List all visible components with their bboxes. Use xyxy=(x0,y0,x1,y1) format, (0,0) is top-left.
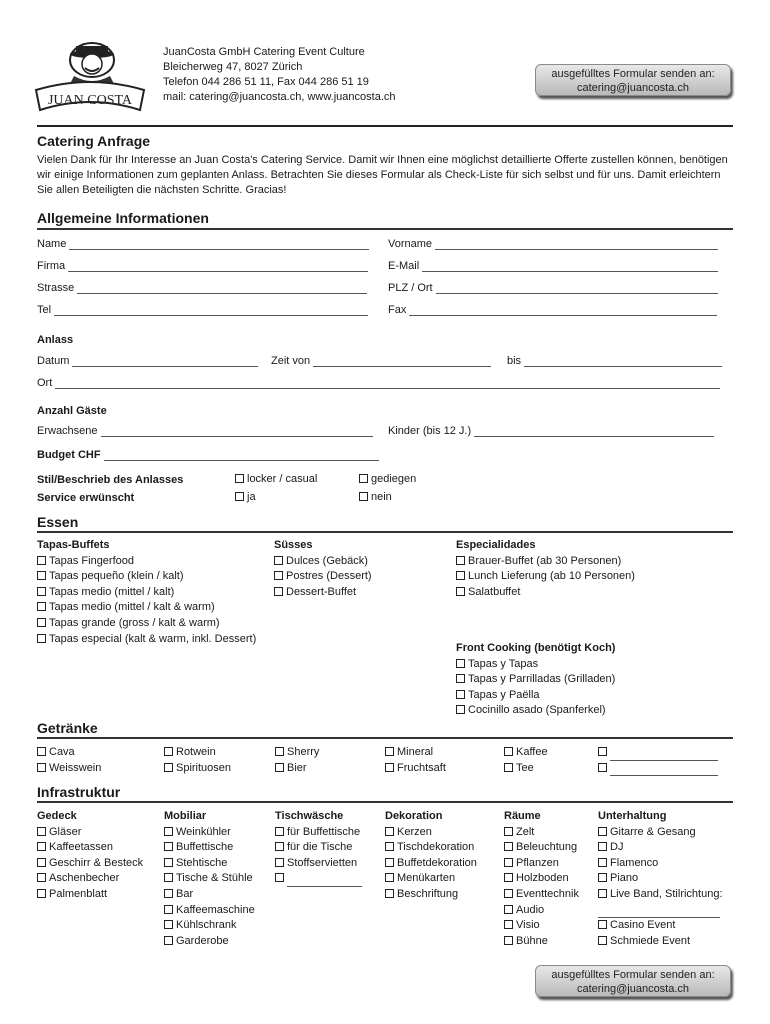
especial-option[interactable] xyxy=(456,585,635,601)
company-info xyxy=(163,45,396,105)
unterhaltung-heading: Unterhaltung xyxy=(598,810,667,822)
datum-label: Datum xyxy=(37,355,70,367)
infra-option[interactable] xyxy=(37,871,143,887)
option-label: Bar xyxy=(176,887,194,900)
stil-gediegen-checkbox[interactable] xyxy=(359,472,416,488)
infra-option[interactable] xyxy=(164,840,255,856)
option-label: Lunch Lieferung (ab 10 Personen) xyxy=(468,570,635,583)
infra-option[interactable] xyxy=(164,903,255,919)
option-label: Tapas medio (mittel / kalt & warm) xyxy=(49,601,215,614)
drink-option[interactable] xyxy=(37,745,101,761)
infra-option[interactable] xyxy=(598,840,723,856)
infra-option[interactable] xyxy=(385,856,477,872)
especial-option[interactable] xyxy=(456,554,635,570)
send-button-email: catering@juancosta.ch xyxy=(576,983,690,995)
dekoration-column xyxy=(385,809,477,903)
option-label: Geschirr & Besteck xyxy=(49,856,144,869)
option-label: Buffettische xyxy=(176,841,234,854)
getraenke-col4 xyxy=(385,745,446,776)
custom-drink-option[interactable] xyxy=(598,761,718,777)
option-label: Stehtische xyxy=(176,856,228,869)
drink-option[interactable] xyxy=(164,745,231,761)
option-label: Tee xyxy=(516,761,534,774)
infra-option[interactable] xyxy=(598,825,723,841)
tapas-option[interactable] xyxy=(37,632,256,648)
option-label: Kühlschrank xyxy=(176,919,237,932)
drink-option[interactable] xyxy=(275,745,319,761)
infra-option[interactable] xyxy=(598,918,723,934)
option-label: Tische & Stühle xyxy=(176,872,253,885)
tapas-option[interactable] xyxy=(37,600,256,616)
raeume-heading: Räume xyxy=(504,810,541,822)
section-divider xyxy=(37,228,733,230)
option-label: Kaffeemaschine xyxy=(176,903,255,916)
front-option[interactable] xyxy=(456,688,615,704)
infra-option[interactable] xyxy=(504,903,579,919)
suesses-option[interactable] xyxy=(274,585,372,601)
suesses-column xyxy=(274,538,372,600)
send-form-button-bottom[interactable] xyxy=(535,965,731,997)
option-label: Piano xyxy=(610,872,639,885)
option-label: Flamenco xyxy=(610,856,659,869)
anlass-heading: Anlass xyxy=(37,334,74,346)
option-label: Gitarre & Gesang xyxy=(610,825,696,838)
section-infrastruktur: Infrastruktur xyxy=(37,784,121,800)
option-label: Rotwein xyxy=(176,746,216,758)
option-label: Postres (Dessert) xyxy=(286,570,372,583)
gedeck-heading: Gedeck xyxy=(37,810,77,822)
mobiliar-column xyxy=(164,809,255,949)
service-nein-label: nein xyxy=(371,491,392,503)
zeit-von-label: Zeit von xyxy=(271,355,311,367)
juan-costa-logo xyxy=(30,38,150,118)
option-label: Beleuchtung xyxy=(516,841,578,854)
option-label: Tapas Fingerfood xyxy=(49,554,134,567)
infra-option[interactable] xyxy=(504,934,579,950)
budget-label: Budget CHF xyxy=(37,449,101,461)
option-label: für Buffettische xyxy=(287,825,361,838)
drink-option[interactable] xyxy=(504,761,548,777)
tischwaesche-column xyxy=(275,809,362,887)
send-form-button-top[interactable] xyxy=(535,64,731,96)
option-label: Salatbuffet xyxy=(468,585,521,598)
drink-option[interactable] xyxy=(275,761,319,777)
kinder-field[interactable] xyxy=(388,425,724,437)
getraenke-col2 xyxy=(164,745,231,776)
send-button-label: ausgefülltes Formular senden an: xyxy=(551,68,715,80)
drink-option[interactable] xyxy=(385,761,446,777)
infra-option[interactable] xyxy=(37,856,143,872)
option-label: Fruchtsaft xyxy=(397,761,446,774)
front-option[interactable] xyxy=(456,657,615,673)
tapas-option[interactable] xyxy=(37,569,256,585)
tapas-heading: Tapas-Buffets xyxy=(37,539,110,551)
budget-field[interactable] xyxy=(37,449,379,461)
raeume-column xyxy=(504,809,579,949)
section-getraenke: Getränke xyxy=(37,720,98,736)
infra-option[interactable] xyxy=(598,934,723,950)
zeit-von-field[interactable] xyxy=(271,355,497,367)
company-address: Bleicherweg 47, 8027 Zürich xyxy=(163,61,303,73)
option-label: Stoffservietten xyxy=(287,856,358,869)
drink-option[interactable] xyxy=(385,745,446,761)
service-ja-checkbox[interactable] xyxy=(235,490,256,506)
infra-option[interactable] xyxy=(385,871,477,887)
option-label: Tapas medio (mittel / kalt) xyxy=(49,585,175,598)
getraenke-col1 xyxy=(37,745,101,776)
option-label: Pflanzen xyxy=(516,856,559,869)
erwachsene-field[interactable] xyxy=(37,425,377,437)
ort-field[interactable] xyxy=(37,377,724,389)
option-label: Tapas grande (gross / kalt & warm) xyxy=(49,616,220,629)
plz-label: PLZ / Ort xyxy=(388,282,433,294)
email-field[interactable] xyxy=(388,260,724,272)
section-essen: Essen xyxy=(37,514,79,530)
tel-field[interactable] xyxy=(37,304,372,316)
send-button-email: catering@juancosta.ch xyxy=(576,82,690,94)
option-label: Zelt xyxy=(516,825,535,838)
gedeck-column xyxy=(37,809,143,903)
option-label: Dessert-Buffet xyxy=(286,585,357,598)
option-label: Buffetdekoration xyxy=(397,856,477,869)
option-label: Audio xyxy=(516,903,545,916)
option-label: Tischdekoration xyxy=(397,841,475,854)
service-ja-label: ja xyxy=(247,491,256,503)
option-label: Holzboden xyxy=(516,872,569,885)
infra-option[interactable] xyxy=(504,871,579,887)
infra-option[interactable] xyxy=(37,887,143,903)
infra-option[interactable] xyxy=(504,918,579,934)
infra-option[interactable] xyxy=(164,871,255,887)
section-general: Allgemeine Informationen xyxy=(37,210,209,226)
front-option[interactable] xyxy=(456,672,615,688)
option-label: Spirituosen xyxy=(176,761,232,774)
option-label: Sherry xyxy=(287,746,320,758)
option-label: Bühne xyxy=(516,934,548,947)
suesses-option[interactable] xyxy=(274,554,372,570)
custom-drink-option[interactable] xyxy=(598,745,718,761)
front-cooking-column xyxy=(456,641,615,719)
logo-text: JUAN COSTA xyxy=(47,93,133,108)
option-label: Weisswein xyxy=(49,761,102,774)
bis-field[interactable] xyxy=(507,355,724,367)
ort-label: Ort xyxy=(37,377,53,389)
option-label: Live Band, Stilrichtung: xyxy=(610,887,723,900)
infra-option[interactable] xyxy=(504,825,579,841)
email-label: E-Mail xyxy=(388,260,420,272)
infra-option[interactable] xyxy=(164,856,255,872)
infra-option[interactable] xyxy=(385,887,477,903)
infra-option[interactable] xyxy=(37,825,143,841)
name-label: Name xyxy=(37,238,67,250)
live-band-style-input[interactable] xyxy=(598,903,723,919)
option-label: Kerzen xyxy=(397,825,432,838)
service-nein-checkbox[interactable] xyxy=(359,490,392,506)
company-phone: Telefon 044 286 51 11, Fax 044 286 51 19 xyxy=(163,76,369,88)
section-divider xyxy=(37,531,733,533)
option-label: Tapas y Tapas xyxy=(468,657,539,670)
bis-label: bis xyxy=(507,355,522,367)
firma-field[interactable] xyxy=(37,260,372,272)
page-title: Catering Anfrage xyxy=(37,133,151,149)
drink-option[interactable] xyxy=(37,761,101,777)
erwachsene-label: Erwachsene xyxy=(37,425,98,437)
stil-casual-checkbox[interactable] xyxy=(235,472,317,488)
option-label: Brauer-Buffet (ab 30 Personen) xyxy=(468,554,622,567)
infra-option[interactable] xyxy=(275,840,362,856)
option-label: Menükarten xyxy=(397,872,456,885)
option-label: Palmenblatt xyxy=(49,887,108,900)
option-label: Kaffee xyxy=(516,746,548,758)
option-label: Visio xyxy=(516,919,540,932)
service-label: Service erwünscht xyxy=(37,492,135,504)
drink-option[interactable] xyxy=(504,745,548,761)
tapas-option[interactable] xyxy=(37,554,256,570)
option-label: Cava xyxy=(49,746,75,758)
option-label: DJ xyxy=(610,841,624,854)
infra-option[interactable] xyxy=(598,871,723,887)
stil-gediegen-label: gediegen xyxy=(371,473,417,485)
suesses-heading: Süsses xyxy=(274,539,313,551)
suesses-option[interactable] xyxy=(274,569,372,585)
intro-text: Vielen Dank für Ihr Interesse an Juan Costa's Catering Service. Damit wir Ihnen eine möglichst detaillierte Offerte zustellen können, benötigen wir einige Informationen zum geplanten Anlass. Betrachten Sie dieses Formular als Check-Liste für sich selbst und für uns. Damit erleichtern Sie allen Beteiligten die nächsten Schritte. Gracias! xyxy=(37,154,728,196)
tapas-column xyxy=(37,538,256,647)
option-label: Dulces (Gebäck) xyxy=(286,554,368,567)
option-label: Aschenbecher xyxy=(49,872,120,885)
option-label: Casino Event xyxy=(610,919,676,932)
option-label: Garderobe xyxy=(176,934,229,947)
fax-label: Fax xyxy=(388,304,407,316)
infra-option[interactable] xyxy=(598,856,723,872)
infra-option[interactable] xyxy=(504,856,579,872)
dekoration-heading: Dekoration xyxy=(385,810,443,822)
infra-option[interactable] xyxy=(504,840,579,856)
especial-heading: Especialidades xyxy=(456,539,536,551)
tel-label: Tel xyxy=(37,304,52,316)
option-label: Eventtechnik xyxy=(516,887,579,900)
option-label: Gläser xyxy=(49,825,82,838)
front-cooking-heading: Front Cooking (benötigt Koch) xyxy=(456,642,616,654)
option-label: Tapas y Parrilladas (Grilladen) xyxy=(468,673,616,686)
option-label: Tapas y Paëlla xyxy=(468,688,540,701)
getraenke-col5 xyxy=(504,745,548,776)
infra-option[interactable] xyxy=(504,887,579,903)
infra-option[interactable] xyxy=(37,840,143,856)
tischwaesche-heading: Tischwäsche xyxy=(275,810,344,822)
tapas-option[interactable] xyxy=(37,616,256,632)
stil-casual-label: locker / casual xyxy=(247,473,318,485)
option-label: Weinkühler xyxy=(176,825,231,838)
option-label: Bier xyxy=(287,761,307,774)
strasse-label: Strasse xyxy=(37,282,75,294)
custom-infra-option[interactable] xyxy=(275,871,362,887)
stil-label: Stil/Beschrieb des Anlasses xyxy=(37,474,184,486)
infra-option[interactable] xyxy=(275,825,362,841)
drink-option[interactable] xyxy=(164,761,231,777)
strasse-field[interactable] xyxy=(37,282,372,294)
infra-option[interactable] xyxy=(275,856,362,872)
datum-field[interactable] xyxy=(37,355,263,367)
especial-option[interactable] xyxy=(456,569,635,585)
option-label: Schmiede Event xyxy=(610,934,691,947)
option-label: Cocinillo asado (Spanferkel) xyxy=(468,704,606,717)
option-label: Tapas pequeño (klein / kalt) xyxy=(49,570,184,583)
getraenke-col3 xyxy=(275,745,319,776)
name-field[interactable] xyxy=(37,238,372,250)
fax-field[interactable] xyxy=(388,304,724,316)
option-label: Kaffeetassen xyxy=(49,841,114,854)
infra-option[interactable] xyxy=(385,825,477,841)
tapas-option[interactable] xyxy=(37,585,256,601)
option-label: für die Tische xyxy=(287,841,353,854)
plz-ort-field[interactable] xyxy=(388,282,724,294)
company-name: JuanCosta GmbH Catering Event Culture xyxy=(163,46,365,58)
kinder-label: Kinder (bis 12 J.) xyxy=(388,425,472,437)
send-button-label: ausgefülltes Formular senden an: xyxy=(551,969,715,981)
infra-option[interactable] xyxy=(164,934,255,950)
infra-option[interactable] xyxy=(598,887,723,903)
infra-option[interactable] xyxy=(164,825,255,841)
firma-label: Firma xyxy=(37,260,66,272)
especial-column xyxy=(456,538,635,600)
infra-option[interactable] xyxy=(164,918,255,934)
company-mail[interactable]: mail: catering@juancosta.ch, www.juancosta.ch xyxy=(163,91,396,103)
option-label: Beschriftung xyxy=(397,887,459,900)
option-label: Mineral xyxy=(397,746,434,758)
infra-option[interactable] xyxy=(385,840,477,856)
front-option[interactable] xyxy=(456,703,615,719)
option-label: Tapas especial (kalt & warm, inkl. Dessert) xyxy=(49,632,257,645)
gaeste-heading: Anzahl Gäste xyxy=(37,405,107,417)
infra-option[interactable] xyxy=(164,887,255,903)
getraenke-custom-col xyxy=(598,745,718,776)
header-divider xyxy=(37,125,733,127)
unterhaltung-column xyxy=(598,809,723,949)
vorname-field[interactable] xyxy=(388,238,724,250)
section-divider xyxy=(37,737,733,739)
mobiliar-heading: Mobiliar xyxy=(164,810,207,822)
section-divider xyxy=(37,801,733,803)
vorname-label: Vorname xyxy=(388,238,433,250)
